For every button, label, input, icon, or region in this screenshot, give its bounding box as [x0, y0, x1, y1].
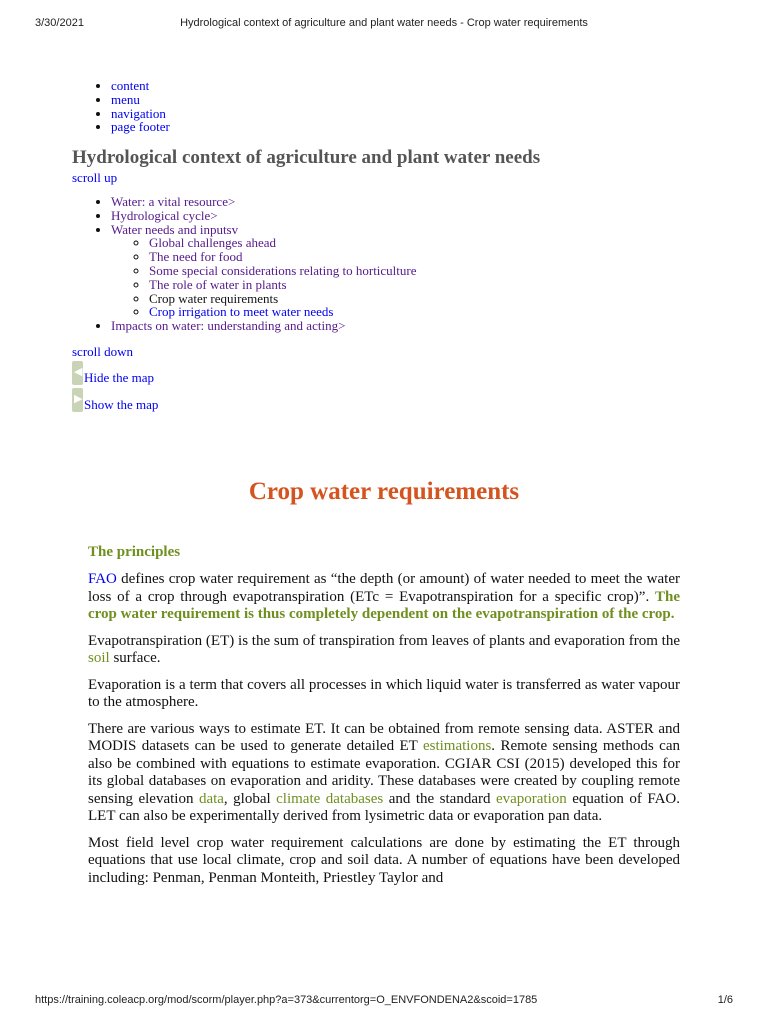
print-date: 3/30/2021: [35, 17, 84, 29]
page-number: 1/6: [717, 994, 733, 1006]
toc-subitem: [149, 250, 417, 264]
hide-map-tab[interactable]: [72, 361, 83, 385]
skip-to-navigation-link[interactable]: navigation: [111, 105, 166, 121]
skip-link-item: [111, 120, 170, 134]
paragraph-text: Evapotranspiration (ET) is the sum of transpiration from leaves of plants and evaporation from the: [88, 632, 680, 649]
show-map-link[interactable]: Show the map: [84, 397, 159, 412]
toc-current-crop-water-requirements: Crop water requirements: [149, 290, 279, 306]
toc-link-water-needs-inputs[interactable]: Water needs and inputsv: [111, 221, 239, 237]
toc-subitem: [149, 236, 417, 250]
climate-databases-link[interactable]: climate databases: [276, 790, 384, 807]
course-title: Hydrological context of agriculture and plant water needs: [72, 147, 541, 168]
hide-map-link[interactable]: Hide the map: [84, 370, 155, 385]
skip-link-item: [111, 79, 170, 93]
toc-subitem: [149, 278, 417, 292]
evaporation-link[interactable]: evaporation: [495, 790, 567, 807]
toc-item: [111, 209, 417, 223]
chevron-left-icon: ◀: [74, 366, 83, 378]
print-title: Hydrological context of agriculture and plant water needs - Crop water requirements: [180, 17, 588, 29]
paragraph-text: , global: [223, 790, 277, 807]
paragraph-estimation: [88, 721, 680, 826]
paragraph-definition: [88, 571, 680, 624]
toc-link-need-for-food[interactable]: The need for food: [149, 249, 243, 265]
paragraph-text: defines crop water requirement as “the depth (or amount) of water needed to meet the water loss of a crop through evapotranspiration (ETc = Evapotranspiration for a specific crop)”.: [88, 571, 680, 605]
toc-link-impacts-on-water[interactable]: Impacts on water: understanding and acting>: [111, 318, 346, 334]
toc-item: [111, 319, 417, 333]
toc-item: [111, 195, 417, 209]
toc-link-horticulture[interactable]: Some special considerations relating to horticulture: [149, 262, 417, 278]
skip-to-content-link[interactable]: content: [111, 78, 150, 93]
toc-item: [111, 223, 417, 320]
emphasis-text: The crop water requirement is thus completely dependent on the evapotranspiration of the crop.: [88, 588, 680, 622]
toc-subitem: [149, 264, 417, 278]
main-content: [88, 571, 680, 896]
print-header: [0, 17, 768, 31]
paragraph-text: equation of FAO. LET can also be experimentally derived from lysimetric data or evaporation pan data.: [88, 790, 680, 824]
toc-link-global-challenges[interactable]: Global challenges ahead: [149, 235, 277, 251]
section-title: The principles: [88, 544, 181, 560]
page-title: Crop water requirements: [248, 478, 520, 505]
paragraph-calculations: Most field level crop water requirement calculations are done by estimating the ET through equations that use local climate, crop and soil data. A number of equations have been developed including: Penman, Penman Monteith, Priestley Taylor and: [88, 834, 680, 886]
paragraph-text: There are various ways to estimate ET. It can be obtained from remote sensing data. ASTER and MODIS datasets can be used to generate detailed ET: [88, 720, 680, 754]
show-map-tab[interactable]: [72, 388, 83, 412]
toc-link-hydrological-cycle[interactable]: Hydrological cycle>: [111, 207, 218, 223]
paragraph-evaporation: Evaporation is a term that covers all processes in which liquid water is transferred as water vapour to the atmosphere.: [88, 676, 680, 710]
estimations-link[interactable]: estimations: [422, 738, 492, 754]
print-url: https://training.coleacp.org/mod/scorm/player.php?a=373&currentorg=O_ENVFONDENA2&scoid=1785: [35, 994, 538, 1006]
print-footer: [0, 994, 768, 1008]
skip-link-item: [111, 93, 170, 107]
skip-link-item: [111, 107, 170, 121]
toc-sublist: [111, 236, 417, 319]
fao-link[interactable]: FAO: [88, 571, 117, 587]
toc-link-crop-irrigation[interactable]: Crop irrigation to meet water needs: [149, 304, 334, 320]
paragraph-evapotranspiration: [88, 633, 680, 668]
paragraph-text: . Remote sensing methods can also be combined with equations to estimate evaporation. CGIAR CSI (2015) developed this for its global databases on evaporation and aridity. These databases were created by coupling remote sensing elevation: [88, 738, 680, 807]
scroll-down-link[interactable]: scroll down: [72, 344, 134, 359]
data-link[interactable]: data: [198, 790, 224, 807]
toc-subitem: [149, 292, 417, 306]
toc-subitem: [149, 305, 417, 319]
skip-to-footer-link[interactable]: page footer: [111, 119, 170, 135]
paragraph-text: and the standard: [383, 790, 496, 807]
skip-links: [72, 79, 170, 134]
scroll-up-link[interactable]: scroll up: [72, 170, 118, 185]
paragraph-text: surface.: [109, 650, 161, 666]
toc-link-role-of-water[interactable]: The role of water in plants: [149, 276, 287, 292]
chevron-right-icon: ▶: [74, 393, 83, 405]
toc-link-water-vital-resource[interactable]: Water: a vital resource>: [111, 194, 236, 209]
table-of-contents: [72, 195, 417, 333]
skip-to-menu-link[interactable]: menu: [111, 91, 140, 107]
soil-link[interactable]: soil: [88, 650, 110, 666]
